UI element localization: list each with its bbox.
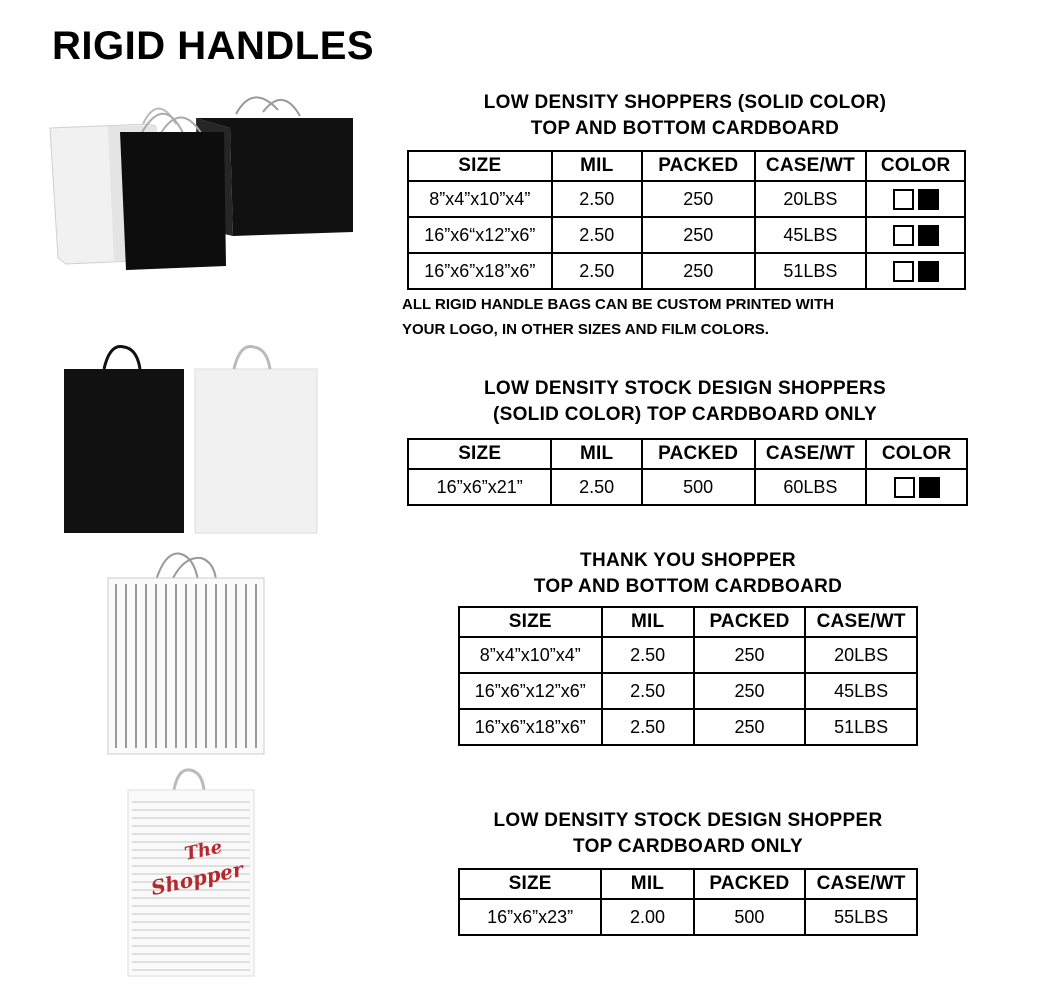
cell-mil: 2.50 xyxy=(602,673,694,709)
cell-packed: 250 xyxy=(694,637,806,673)
cell-packed: 500 xyxy=(642,469,755,505)
cell-packed: 250 xyxy=(642,217,755,253)
column-header-mil: MIL xyxy=(601,869,693,899)
cell-packed: 250 xyxy=(694,709,806,745)
section-title-3-line1: THANK YOU SHOPPER xyxy=(580,550,796,571)
column-header-mil: MIL xyxy=(551,439,641,469)
section-title-4-line2: TOP CARDBOARD ONLY xyxy=(573,836,803,857)
table-header-row xyxy=(408,151,965,181)
cell-size: 16”x6”x18”x6” xyxy=(459,709,602,745)
cell-color xyxy=(866,253,965,289)
cell-size: 8”x4”x10”x4” xyxy=(459,637,602,673)
section-title-3-line2: TOP AND BOTTOM CARDBOARD xyxy=(533,576,843,597)
white-swatch-icon xyxy=(894,477,915,498)
shopper-logo-text-1: The xyxy=(182,836,225,865)
cell-color xyxy=(866,217,965,253)
cell-color xyxy=(866,469,967,505)
cell-packed: 250 xyxy=(642,253,755,289)
column-header-packed: PACKED xyxy=(642,151,755,181)
custom-print-note xyxy=(402,292,834,342)
table-row xyxy=(459,637,917,673)
cell-size: 16”x6”x23” xyxy=(459,899,601,935)
black-swatch-icon xyxy=(918,225,939,246)
cell-packed: 250 xyxy=(642,181,755,217)
cell-size: 8”x4”x10”x4” xyxy=(408,181,552,217)
column-header-size: SIZE xyxy=(459,607,602,637)
cell-case-wt: 60LBS xyxy=(755,469,867,505)
table-header-row xyxy=(459,607,917,637)
cell-color xyxy=(866,181,965,217)
spec-table-3 xyxy=(458,606,918,746)
cell-size: 16”x6”x18”x6” xyxy=(408,253,552,289)
product-image-bag-group-3 xyxy=(106,548,266,758)
column-header-mil: MIL xyxy=(602,607,694,637)
custom-print-note-line1: ALL RIGID HANDLE BAGS CAN BE CUSTOM PRINTED WITH xyxy=(402,296,834,313)
cell-packed: 250 xyxy=(694,673,806,709)
cell-mil: 2.50 xyxy=(552,181,642,217)
spec-table-2 xyxy=(407,438,968,506)
column-header-packed: PACKED xyxy=(694,607,806,637)
spec-table-1 xyxy=(407,150,966,290)
table-row xyxy=(408,253,965,289)
table-row xyxy=(408,469,967,505)
white-swatch-icon xyxy=(893,225,914,246)
column-header-case-wt: CASE/WT xyxy=(755,151,867,181)
column-header-color: COLOR xyxy=(866,439,967,469)
section-title-4-line1: LOW DENSITY STOCK DESIGN SHOPPER xyxy=(493,810,883,831)
column-header-case-wt: CASE/WT xyxy=(755,439,867,469)
column-header-size: SIZE xyxy=(408,151,552,181)
column-header-mil: MIL xyxy=(552,151,642,181)
section-title-2-line2: (SOLID COLOR) TOP CARDBOARD ONLY xyxy=(493,404,877,425)
section-title-2 xyxy=(420,376,950,428)
spec-table-4 xyxy=(458,868,918,936)
table-row xyxy=(408,181,965,217)
black-swatch-icon xyxy=(918,261,939,282)
cell-case-wt: 45LBS xyxy=(805,673,917,709)
product-image-bag-group-2 xyxy=(62,345,320,535)
column-header-packed: PACKED xyxy=(694,869,806,899)
cell-case-wt: 20LBS xyxy=(755,181,867,217)
cell-case-wt: 51LBS xyxy=(805,709,917,745)
cell-case-wt: 51LBS xyxy=(755,253,867,289)
cell-mil: 2.50 xyxy=(552,217,642,253)
product-image-bag-group-4 xyxy=(126,768,256,978)
column-header-case-wt: CASE/WT xyxy=(805,869,917,899)
page-title: RIGID HANDLES xyxy=(52,24,375,68)
section-title-4 xyxy=(440,808,936,860)
section-title-3 xyxy=(458,548,918,600)
black-swatch-icon xyxy=(918,189,939,210)
cell-mil: 2.50 xyxy=(552,253,642,289)
table-header-row xyxy=(459,869,917,899)
section-title-1-line1: LOW DENSITY SHOPPERS (SOLID COLOR) xyxy=(483,92,887,113)
column-header-color: COLOR xyxy=(866,151,965,181)
cell-size: 16”x6”x12”x6” xyxy=(459,673,602,709)
cell-packed: 500 xyxy=(694,899,806,935)
table-row xyxy=(459,709,917,745)
section-title-2-line1: LOW DENSITY STOCK DESIGN SHOPPERS xyxy=(484,378,886,399)
column-header-size: SIZE xyxy=(459,869,601,899)
cell-mil: 2.50 xyxy=(551,469,641,505)
cell-size: 16”x6“x12”x6” xyxy=(408,217,552,253)
column-header-packed: PACKED xyxy=(642,439,755,469)
black-swatch-icon xyxy=(919,477,940,498)
product-image-bag-group-1 xyxy=(48,88,358,273)
cell-mil: 2.50 xyxy=(602,637,694,673)
column-header-size: SIZE xyxy=(408,439,551,469)
cell-mil: 2.50 xyxy=(602,709,694,745)
table-header-row xyxy=(408,439,967,469)
cell-case-wt: 45LBS xyxy=(755,217,867,253)
shopper-logo-text-2: Shopper xyxy=(148,857,246,900)
white-swatch-icon xyxy=(893,189,914,210)
custom-print-note-line2: YOUR LOGO, IN OTHER SIZES AND FILM COLORS. xyxy=(402,321,769,338)
cell-mil: 2.00 xyxy=(601,899,693,935)
table-row xyxy=(408,217,965,253)
table-row xyxy=(459,673,917,709)
column-header-case-wt: CASE/WT xyxy=(805,607,917,637)
cell-case-wt: 20LBS xyxy=(805,637,917,673)
section-title-1 xyxy=(420,90,950,142)
table-row xyxy=(459,899,917,935)
cell-case-wt: 55LBS xyxy=(805,899,917,935)
section-title-1-line2: TOP AND BOTTOM CARDBOARD xyxy=(530,118,840,139)
cell-size: 16”x6”x21” xyxy=(408,469,551,505)
white-swatch-icon xyxy=(893,261,914,282)
